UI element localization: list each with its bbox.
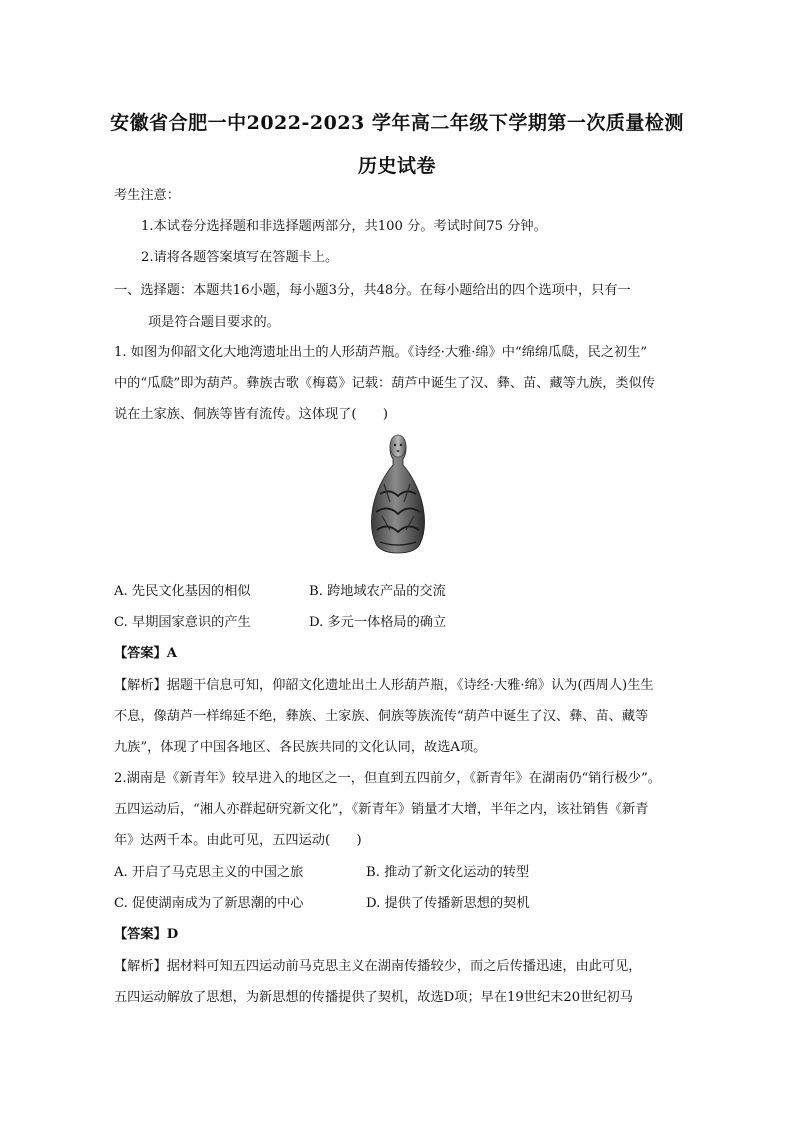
q1-stem-line-2: 中的“瓜瓞”即为葫芦。彝族古歌《梅葛》记载：葫芦中诞生了汉、彝、苗、藏等九族，类似传 (114, 376, 655, 391)
q1-analysis-line-3: 九族”，体现了中国各地区、各民族共同的文化认同，故选A项。 (114, 740, 487, 755)
notice-item-1: 1.本试卷分选择题和非选择题两部分，共100 分。考试时间75 分钟。 (141, 219, 547, 234)
q2-option-d: D. 提供了传播新思想的契机 (366, 896, 530, 911)
q1-option-d: D. 多元一体格局的确立 (309, 615, 447, 630)
gourd-vase-image (360, 432, 436, 556)
q2-option-a: A. 开启了马克思主义的中国之旅 (114, 865, 304, 880)
exam-subtitle: 历史试卷 (357, 155, 436, 177)
q1-option-a: A. 先民文化基因的相似 (114, 584, 251, 599)
gourd-vase-illustration (360, 432, 436, 556)
q1-answer: 【答案】A (114, 646, 177, 661)
notice-heading: 考生注意： (114, 188, 180, 203)
q2-analysis-line-2: 五四运动解放了思想，为新思想的传播提供了契机，故选D项；早在19世纪末20世纪初马 (114, 990, 633, 1005)
q2-option-b: B. 推动了新文化运动的转型 (366, 865, 530, 880)
q2-answer: 【答案】D (114, 927, 179, 942)
q1-stem-line-1: 1. 如图为仰韶文化大地湾遗址出土的人形葫芦瓶。《诗经·大雅·绵》中“绵绵瓜瓞，民之初生” (114, 345, 648, 360)
q2-stem-line-2: 五四运动后，“湘人亦群起研究新文化”，《新青年》销量才大增，半年之内，该社销售《新青 (114, 802, 649, 817)
section-heading: 一、选择题：本题共16小题，每小题3分，共48分。在每小题给出的四个选项中，只有一 (114, 283, 631, 298)
q2-analysis-line-1: 【解析】据材料可知五四运动前马克思主义在湖南传播较少，而之后传播迅速，由此可见， (114, 959, 642, 974)
q1-option-c: C. 早期国家意识的产生 (114, 615, 251, 630)
q1-option-b: B. 跨地域农产品的交流 (309, 584, 446, 599)
q1-analysis-line-1: 【解析】据题干信息可知，仰韶文化遗址出土人形葫芦瓶，《诗经·大雅·绵》认为(西周人)生生 (114, 678, 654, 693)
section-heading-cont: 项是符合题目要求的。 (148, 315, 280, 330)
q2-option-c: C. 促使湖南成为了新思潮的中心 (114, 896, 304, 911)
q2-stem-line-3: 年》达两千本。由此可见，五四运动( ) (114, 833, 362, 848)
notice-item-2: 2.请将各题答案填写在答题卡上。 (141, 250, 339, 265)
exam-title: 安徽省合肥一中2022-2023 学年高二年级下学期第一次质量检测 (110, 112, 684, 134)
q2-stem-line-1: 2.湖南是《新青年》较早进入的地区之一，但直到五四前夕，《新青年》在湖南仍“销行极少”。 (114, 771, 661, 786)
q1-stem-line-3: 说在土家族、侗族等皆有流传。这体现了( ) (114, 407, 389, 422)
q1-analysis-line-2: 不息，像葫芦一样绵延不绝，彝族、土家族、侗族等族流传“葫芦中诞生了汉、彝、苗、藏等 (114, 709, 649, 724)
